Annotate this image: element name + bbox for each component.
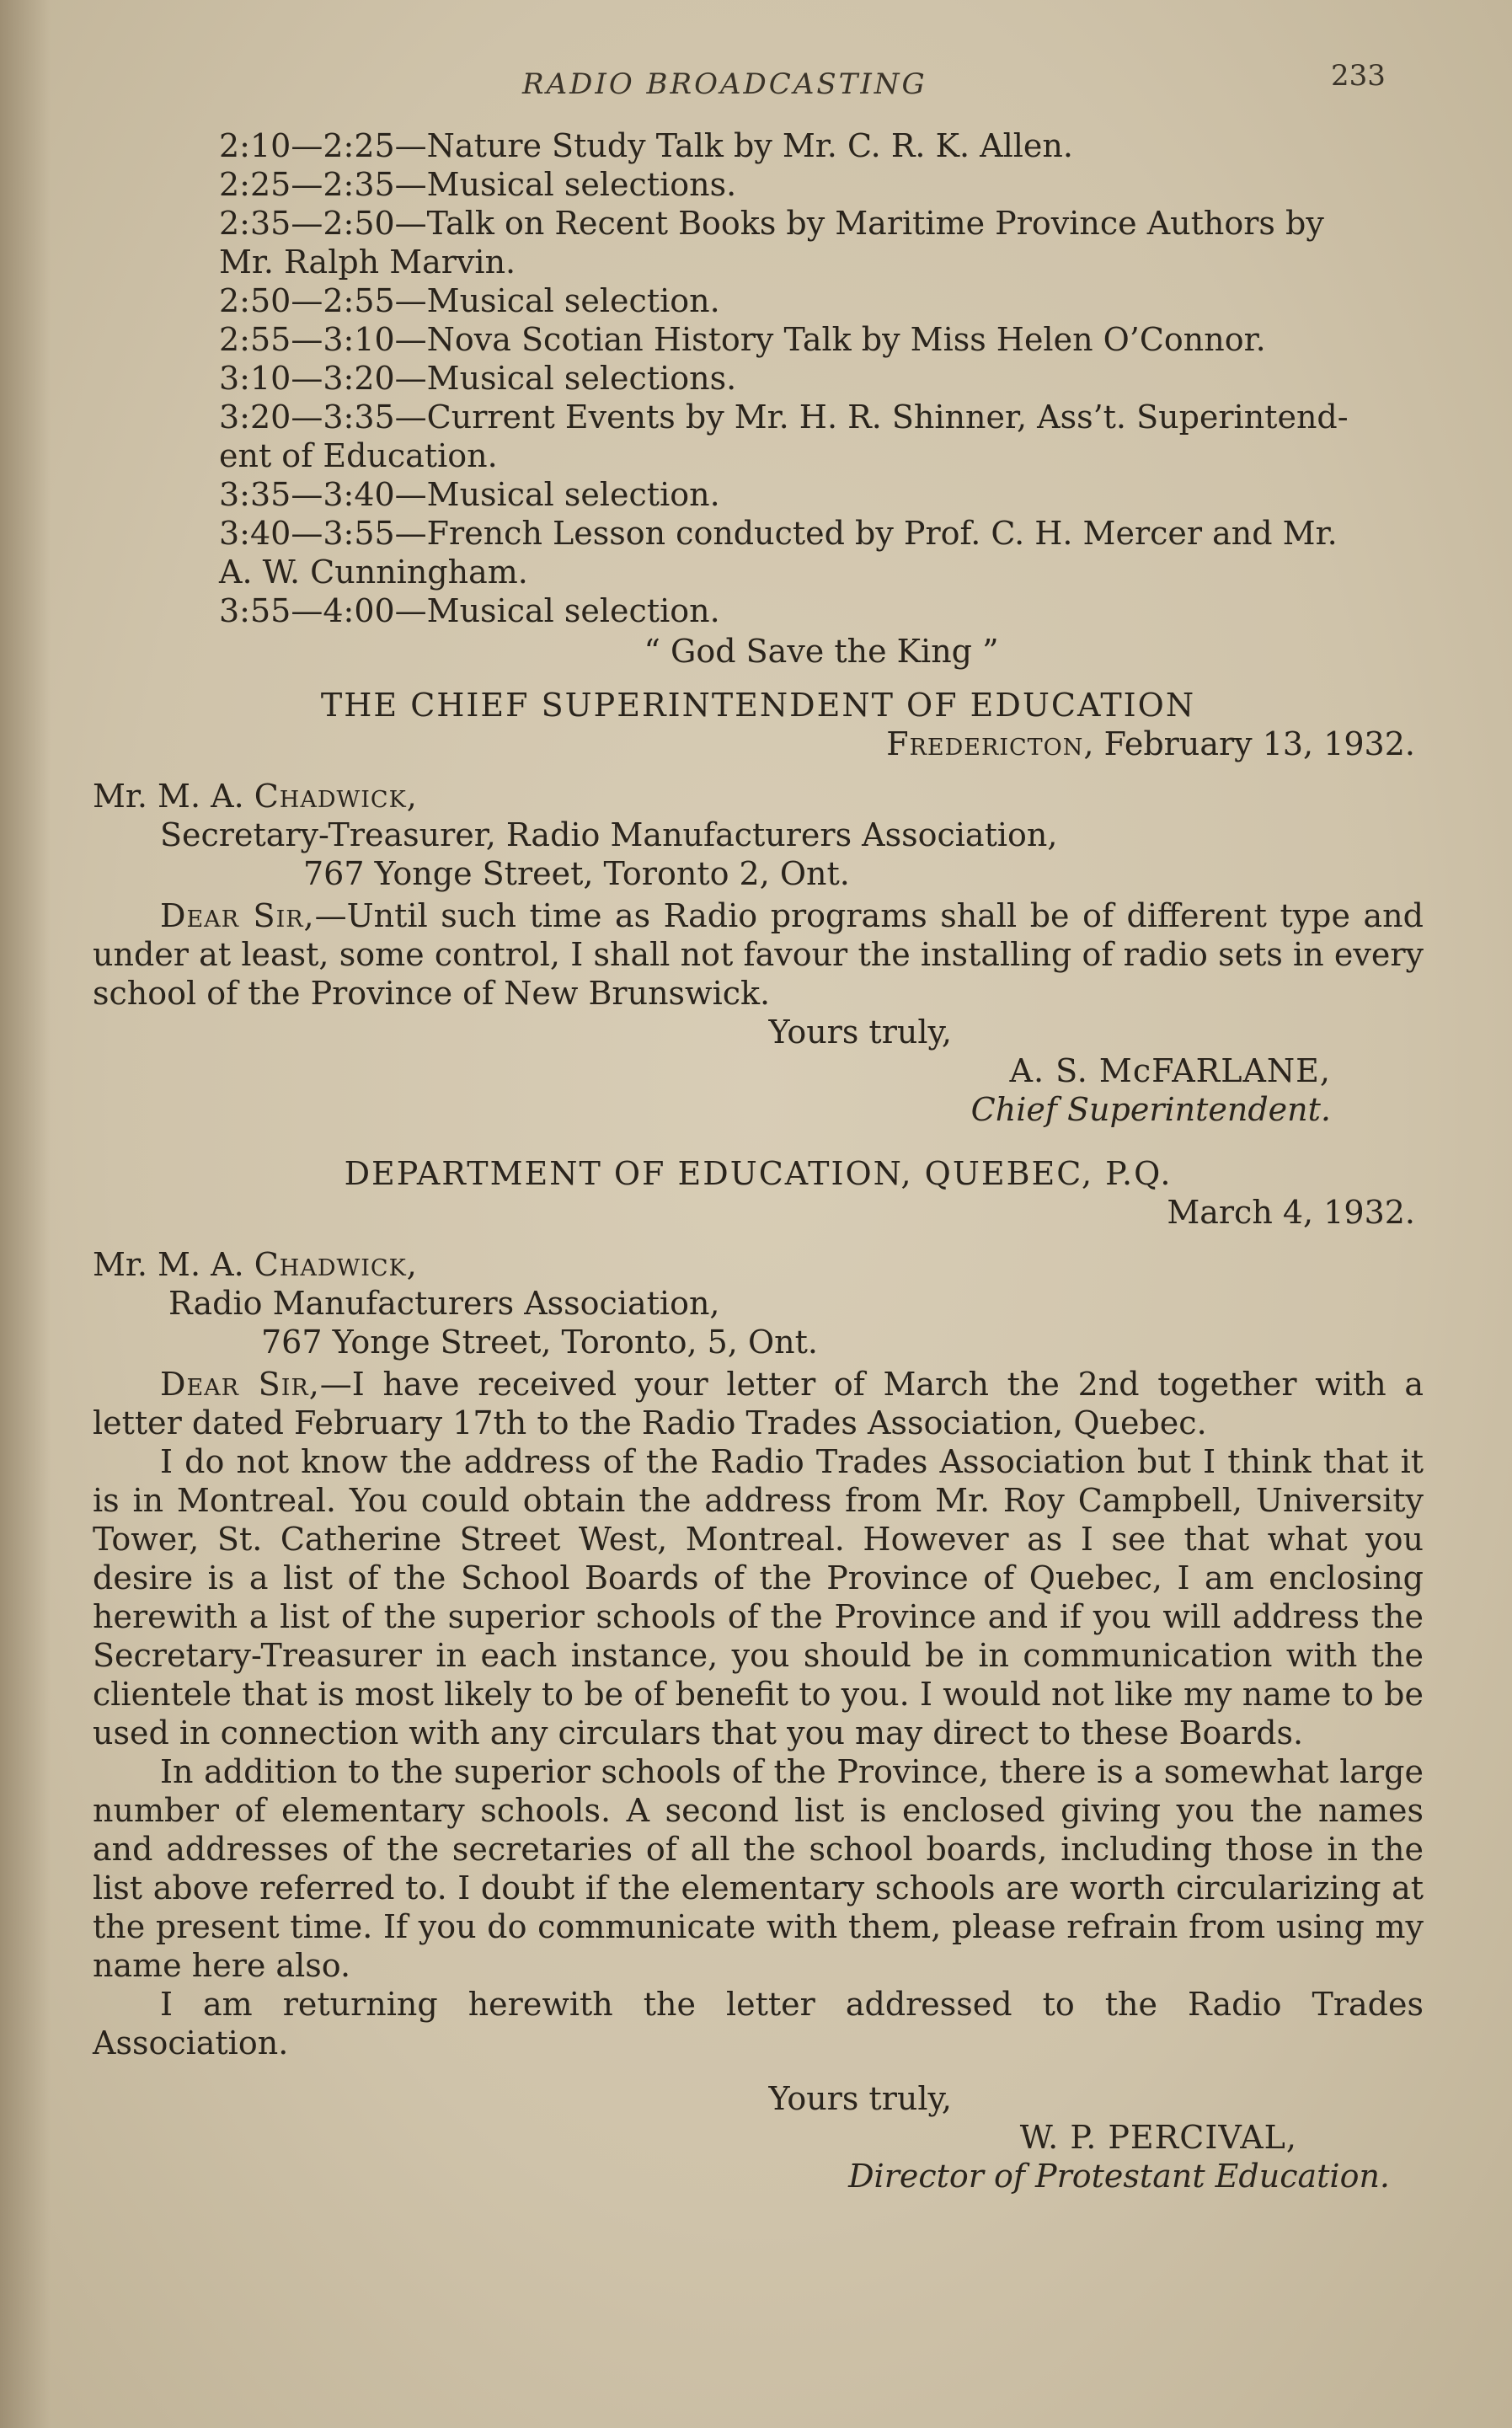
program-time: 3:35—3:40—: [219, 476, 427, 513]
letter2-para3: In addition to the superior schools of the Province, there is a somewhat large number of elementary schools. A second list is enclosed giving you the names and addresses of the secretaries of all the school boards, including those in the list above referred to. I doubt if the elementary schools are worth circularizing at the present time. If you do communicate with them, please refrain from using my name here also.: [93, 1753, 1424, 1984]
program-item: [219, 281, 1424, 320]
program-item: [219, 591, 1424, 630]
program-item: [219, 475, 1424, 514]
program-closing: “ God Save the King ”: [644, 633, 999, 670]
program-item: [219, 204, 1424, 281]
letter2-heading: DEPARTMENT OF EDUCATION, QUEBEC, P.Q.: [344, 1155, 1173, 1192]
letter1-heading: THE CHIEF SUPERINTENDENT OF EDUCATION: [320, 687, 1196, 724]
program-schedule: [93, 126, 1424, 630]
program-description: French Lesson conducted by Prof. C. H. Mercer and Mr.: [426, 515, 1338, 552]
program-item: [219, 165, 1424, 204]
program-description: Current Events by Mr. H. R. Shinner, Ass’t. Superintend-: [426, 398, 1349, 436]
letter1-body: [93, 896, 1424, 1013]
letter1-addressee-line3: 767 Yonge Street, Toronto 2, Ont.: [303, 855, 850, 892]
letter2-signature: W. P. PERCIVAL,: [1019, 2119, 1297, 2156]
letter2-addressee-prefix: Mr. M. A.: [93, 1246, 254, 1283]
letter-new-brunswick: [93, 686, 1424, 1129]
running-title: RADIO BROADCASTING: [522, 67, 927, 101]
letter2-salutation: Dear Sir,: [160, 1366, 320, 1403]
program-description-continued: ent of Education.: [219, 437, 498, 474]
letter1-addressee-name: Chadwick,: [254, 778, 418, 815]
page-spine-shadow: [0, 0, 51, 2428]
letter2-para2: I do not know the address of the Radio Trades Association but I think that it is in Montreal. You could obtain the address from Mr. Roy Campbell, University Tower, St. Catherine Street West, Montreal. However as I see that what you desire is a list of the School Boards of the Province of Quebec, I am enclosing herewith a list of the superior schools of the Province and if you will address the Secretary-Treasurer in each instance, you should be in communication with the clientele that is most likely to be of benefit to you. I would not like my name to be used in connection with any circulars that you may direct to these Boards.: [93, 1443, 1424, 1751]
letter1-addressee-prefix: Mr. M. A.: [93, 778, 254, 815]
program-description: Musical selection.: [426, 592, 720, 629]
letter1-dateline: [93, 725, 1424, 763]
letter1-body-text: —Until such time as Radio programs shall be of different type and under at least, some control, I shall not favour the installing of radio sets in every school of the Province of New Brunswick.: [93, 897, 1424, 1012]
letter1-addressee: [93, 777, 1424, 816]
letter2-addressee-name: Chadwick,: [254, 1246, 418, 1283]
program-time: 2:50—2:55—: [219, 282, 427, 319]
program-description-continued: A. W. Cunningham.: [219, 554, 528, 591]
letter2-addressee: [93, 1245, 1424, 1284]
program-item: [219, 514, 1424, 591]
page-number: 233: [1331, 59, 1386, 93]
program-description: Musical selections.: [426, 166, 737, 203]
letter1-dateline-date: , February 13, 1932.: [1083, 725, 1415, 762]
letter2-signature-title: Director of Protestant Education.: [848, 2158, 1390, 2195]
program-description: Talk on Recent Books by Maritime Province Authors by: [426, 205, 1324, 242]
letter1-signature-title: Chief Superintendent.: [970, 1091, 1331, 1128]
letter2-addressee-line3: 767 Yonge Street, Toronto, 5, Ont.: [261, 1324, 818, 1361]
program-time: 3:10—3:20—: [219, 360, 427, 397]
letter1-closing: Yours truly,: [768, 1013, 952, 1051]
letter2-addressee-line2: Radio Manufacturers Association,: [168, 1285, 720, 1322]
program-item: [219, 126, 1424, 165]
program-time: 2:10—2:25—: [219, 127, 427, 164]
program-time: 2:25—2:35—: [219, 166, 427, 203]
program-time: 2:55—3:10—: [219, 321, 427, 358]
letter2-para1-text: —I have received your letter of March the 2nd together with a letter dated February 17th to the Radio Trades Association, Quebec.: [93, 1366, 1424, 1441]
letter1-salutation: Dear Sir,: [160, 897, 315, 934]
program-item: [219, 398, 1424, 475]
program-time: 3:40—3:55—: [219, 515, 427, 552]
program-description-continued: Mr. Ralph Marvin.: [219, 243, 516, 281]
letter2-para1: [93, 1365, 1424, 1442]
program-description: Musical selection.: [426, 476, 720, 513]
page-header: [0, 59, 1512, 110]
letter1-addressee-line2: Secretary-Treasurer, Radio Manufacturers Association,: [160, 816, 1058, 853]
letter1-dateline-place: Fredericton: [886, 725, 1084, 762]
letter2-dateline: March 4, 1932.: [1167, 1194, 1415, 1231]
program-description: Nova Scotian History Talk by Miss Helen O’Connor.: [426, 321, 1266, 358]
letter2-para4: I am returning herewith the letter addressed to the Radio Trades Association.: [93, 1986, 1424, 2062]
program-time: 3:20—3:35—: [219, 398, 427, 436]
letter1-signature: A. S. McFARLANE,: [1009, 1052, 1331, 1089]
program-item: [219, 320, 1424, 359]
letter2-closing: Yours truly,: [768, 2080, 952, 2117]
page-content: [93, 126, 1424, 2195]
program-item: [219, 359, 1424, 398]
program-time: 2:35—2:50—: [219, 205, 427, 242]
program-description: Nature Study Talk by Mr. C. R. K. Allen.: [426, 127, 1073, 164]
letter-quebec: [93, 1154, 1424, 2195]
program-description: Musical selection.: [426, 282, 720, 319]
program-time: 3:55—4:00—: [219, 592, 427, 629]
program-description: Musical selections.: [426, 360, 737, 397]
